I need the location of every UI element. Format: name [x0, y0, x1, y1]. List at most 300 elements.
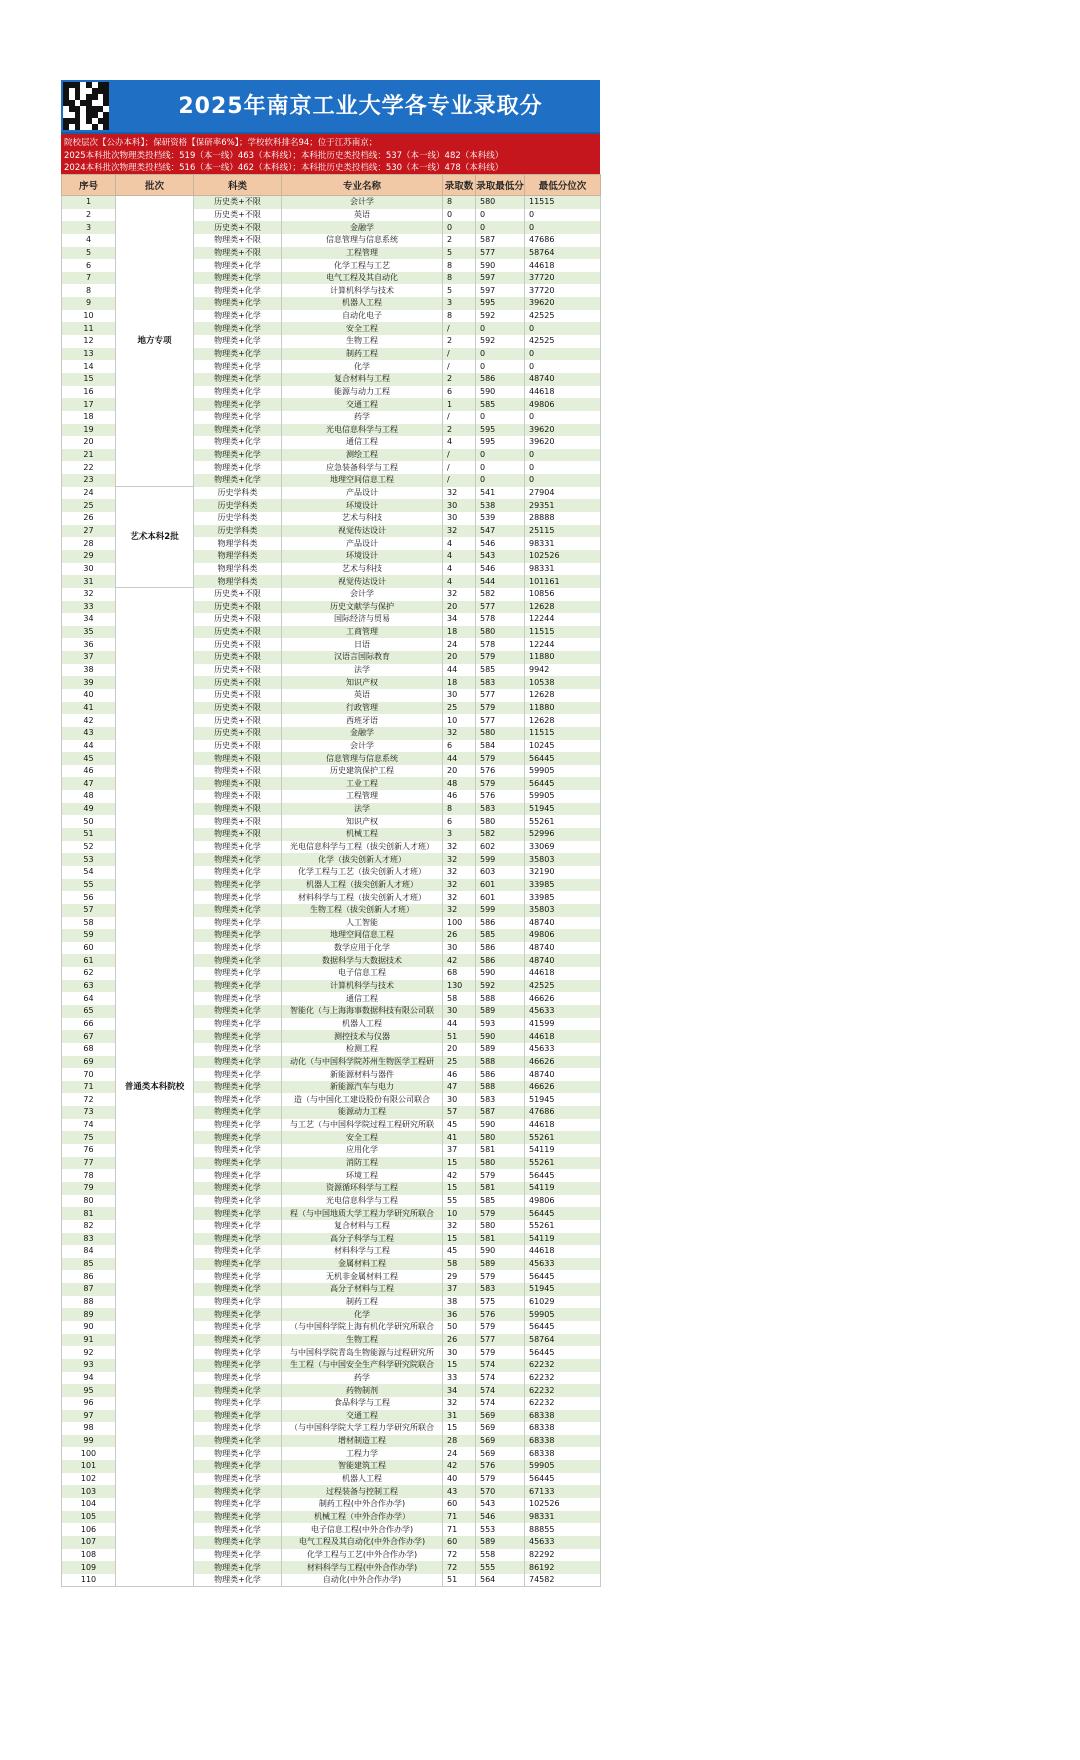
major-cell: 机械工程（中外合作办学）	[282, 1511, 443, 1524]
subject-cell: 物理类+化学	[194, 1081, 282, 1094]
min-rank-cell: 0	[525, 322, 601, 335]
min-rank-cell: 48740	[525, 1068, 601, 1081]
count-cell: 30	[443, 1093, 476, 1106]
major-cell: 机器人工程	[282, 1473, 443, 1486]
major-cell: 知识产权	[282, 676, 443, 689]
row-index: 95	[62, 1384, 116, 1397]
min-score-cell: 601	[476, 879, 525, 892]
min-rank-cell: 56445	[525, 1169, 601, 1182]
min-rank-cell: 11515	[525, 727, 601, 740]
subject-cell: 物理类+化学	[194, 1384, 282, 1397]
major-cell: 与中国科学院青岛生物能源与过程研究所	[282, 1346, 443, 1359]
row-index: 60	[62, 942, 116, 955]
major-cell: 安全工程	[282, 1131, 443, 1144]
row-index: 92	[62, 1346, 116, 1359]
min-rank-cell: 41599	[525, 1018, 601, 1031]
major-cell: 知识产权	[282, 815, 443, 828]
major-cell: 西班牙语	[282, 714, 443, 727]
count-cell: 8	[443, 803, 476, 816]
min-rank-cell: 44618	[525, 967, 601, 980]
major-cell: 通信工程	[282, 436, 443, 449]
min-rank-cell: 39620	[525, 424, 601, 437]
major-cell: 生物工程（拔尖创新人才班）	[282, 904, 443, 917]
min-score-cell: 584	[476, 740, 525, 753]
subject-cell: 物理学科类	[194, 563, 282, 576]
row-index: 16	[62, 386, 116, 399]
row-index: 79	[62, 1182, 116, 1195]
row-index: 55	[62, 879, 116, 892]
table-row	[62, 196, 601, 209]
min-score-cell: 579	[476, 777, 525, 790]
subject-cell: 历史学科类	[194, 525, 282, 538]
min-rank-cell: 47686	[525, 1106, 601, 1119]
min-rank-cell: 56445	[525, 1270, 601, 1283]
min-rank-cell: 56445	[525, 1346, 601, 1359]
count-cell: 71	[443, 1511, 476, 1524]
count-cell: 71	[443, 1523, 476, 1536]
row-index: 17	[62, 398, 116, 411]
min-rank-cell: 12244	[525, 613, 601, 626]
row-index: 86	[62, 1270, 116, 1283]
row-index: 51	[62, 828, 116, 841]
major-cell: 制药工程	[282, 348, 443, 361]
row-index: 21	[62, 449, 116, 462]
row-index: 90	[62, 1321, 116, 1334]
min-score-cell: 580	[476, 815, 525, 828]
min-score-cell: 569	[476, 1410, 525, 1423]
min-rank-cell: 59905	[525, 790, 601, 803]
row-index: 74	[62, 1119, 116, 1132]
subject-cell: 物理类+化学	[194, 879, 282, 892]
subject-cell: 物理学科类	[194, 537, 282, 550]
min-score-cell: 590	[476, 1119, 525, 1132]
major-cell: 材料科学与工程	[282, 1245, 443, 1258]
subject-cell: 物理类+化学	[194, 1283, 282, 1296]
info-panel	[61, 134, 600, 174]
min-rank-cell: 56445	[525, 1473, 601, 1486]
subject-cell: 历史类+不限	[194, 702, 282, 715]
subject-cell: 历史类+不限	[194, 651, 282, 664]
subject-cell: 历史类+不限	[194, 714, 282, 727]
major-cell: 制药工程(中外合作办学)	[282, 1498, 443, 1511]
major-cell: 动化（与中国科学院苏州生物医学工程研	[282, 1056, 443, 1069]
subject-cell: 物理类+化学	[194, 1359, 282, 1372]
count-cell: 4	[443, 537, 476, 550]
subject-cell: 物理类+化学	[194, 424, 282, 437]
count-cell: 46	[443, 1068, 476, 1081]
subject-cell: 物理类+化学	[194, 1321, 282, 1334]
major-cell: 工程管理	[282, 790, 443, 803]
min-rank-cell: 0	[525, 411, 601, 424]
row-index: 33	[62, 601, 116, 614]
major-cell: 信息管理与信息系统	[282, 752, 443, 765]
count-cell: 20	[443, 651, 476, 664]
count-cell: 24	[443, 1447, 476, 1460]
min-score-cell: 569	[476, 1447, 525, 1460]
count-cell: 100	[443, 917, 476, 930]
major-cell: 无机非金属材料工程	[282, 1270, 443, 1283]
row-index: 57	[62, 904, 116, 917]
count-cell: 32	[443, 879, 476, 892]
major-cell: 光电信息科学与工程（拔尖创新人才班）	[282, 841, 443, 854]
subject-cell: 物理类+化学	[194, 1258, 282, 1271]
subject-cell: 历史类+不限	[194, 638, 282, 651]
subject-cell: 历史类+不限	[194, 727, 282, 740]
count-cell: 15	[443, 1422, 476, 1435]
major-cell: 机器人工程（拔尖创新人才班）	[282, 879, 443, 892]
min-rank-cell: 55261	[525, 815, 601, 828]
row-index: 10	[62, 310, 116, 323]
row-index: 110	[62, 1574, 116, 1587]
count-cell: 15	[443, 1359, 476, 1372]
count-cell: 18	[443, 626, 476, 639]
min-rank-cell: 11880	[525, 702, 601, 715]
min-score-cell: 582	[476, 828, 525, 841]
count-cell: 1	[443, 398, 476, 411]
min-rank-cell: 28888	[525, 512, 601, 525]
count-cell: 68	[443, 967, 476, 980]
col-header-min-score: 录取最低分	[476, 175, 525, 196]
row-index: 82	[62, 1220, 116, 1233]
min-rank-cell: 62232	[525, 1359, 601, 1372]
major-cell: 工程力学	[282, 1447, 443, 1460]
col-header-major: 专业名称	[282, 175, 443, 196]
subject-cell: 物理类+化学	[194, 1220, 282, 1233]
row-index: 94	[62, 1372, 116, 1385]
count-cell: /	[443, 360, 476, 373]
major-cell: 地理空间信息工程	[282, 929, 443, 942]
min-rank-cell: 58764	[525, 247, 601, 260]
subject-cell: 物理类+不限	[194, 815, 282, 828]
col-header-count: 录取数	[443, 175, 476, 196]
count-cell: 0	[443, 209, 476, 222]
min-rank-cell: 0	[525, 449, 601, 462]
min-rank-cell: 61029	[525, 1296, 601, 1309]
min-rank-cell: 88855	[525, 1523, 601, 1536]
min-score-cell: 553	[476, 1523, 525, 1536]
major-cell: 电气工程及其自动化(中外合作办学)	[282, 1536, 443, 1549]
major-cell: 金属材料工程	[282, 1258, 443, 1271]
count-cell: 37	[443, 1283, 476, 1296]
min-score-cell: 590	[476, 1030, 525, 1043]
row-index: 42	[62, 714, 116, 727]
row-index: 108	[62, 1549, 116, 1562]
score-sheet	[61, 80, 600, 1587]
count-cell: 5	[443, 247, 476, 260]
min-score-cell: 599	[476, 853, 525, 866]
min-score-cell: 583	[476, 1283, 525, 1296]
major-cell: 化学工程与工艺（拔尖创新人才班）	[282, 866, 443, 879]
major-cell: 艺术与科技	[282, 563, 443, 576]
count-cell: 29	[443, 1270, 476, 1283]
row-index: 31	[62, 575, 116, 588]
count-cell: 51	[443, 1030, 476, 1043]
row-index: 19	[62, 424, 116, 437]
row-index: 53	[62, 853, 116, 866]
min-score-cell: 0	[476, 360, 525, 373]
major-cell: 工商管理	[282, 626, 443, 639]
major-cell: 视觉传达设计	[282, 575, 443, 588]
count-cell: 4	[443, 563, 476, 576]
subject-cell: 物理类+化学	[194, 1296, 282, 1309]
subject-cell: 历史类+不限	[194, 740, 282, 753]
row-index: 38	[62, 664, 116, 677]
row-index: 109	[62, 1561, 116, 1574]
row-index: 67	[62, 1030, 116, 1043]
row-index: 70	[62, 1068, 116, 1081]
subject-cell: 物理类+化学	[194, 1018, 282, 1031]
min-rank-cell: 49806	[525, 929, 601, 942]
subject-cell: 物理类+化学	[194, 461, 282, 474]
min-score-cell: 592	[476, 310, 525, 323]
min-score-cell: 577	[476, 714, 525, 727]
subject-cell: 物理类+化学	[194, 1030, 282, 1043]
min-rank-cell: 54119	[525, 1144, 601, 1157]
min-rank-cell: 0	[525, 360, 601, 373]
major-cell: 食品科学与工程	[282, 1397, 443, 1410]
subject-cell: 物理类+化学	[194, 1549, 282, 1562]
count-cell: 31	[443, 1410, 476, 1423]
min-rank-cell: 68338	[525, 1435, 601, 1448]
table-row	[62, 588, 601, 601]
min-score-cell: 586	[476, 373, 525, 386]
min-score-cell: 590	[476, 386, 525, 399]
min-score-cell: 0	[476, 474, 525, 487]
subject-cell: 物理类+化学	[194, 474, 282, 487]
major-cell: 生物工程	[282, 335, 443, 348]
count-cell: 4	[443, 575, 476, 588]
score-table	[61, 174, 601, 1587]
count-cell: 2	[443, 234, 476, 247]
min-rank-cell: 44618	[525, 1030, 601, 1043]
min-score-cell: 564	[476, 1574, 525, 1587]
min-score-cell: 602	[476, 841, 525, 854]
major-cell: 电子信息工程	[282, 967, 443, 980]
count-cell: 44	[443, 1018, 476, 1031]
major-cell: 化学	[282, 360, 443, 373]
row-index: 9	[62, 297, 116, 310]
count-cell: 26	[443, 929, 476, 942]
subject-cell: 物理类+化学	[194, 1195, 282, 1208]
major-cell: 药学	[282, 411, 443, 424]
min-rank-cell: 29351	[525, 499, 601, 512]
min-score-cell: 603	[476, 866, 525, 879]
min-rank-cell: 55261	[525, 1220, 601, 1233]
min-score-cell: 588	[476, 1056, 525, 1069]
major-cell: 机器人工程	[282, 297, 443, 310]
major-cell: 光电信息科学与工程	[282, 424, 443, 437]
subject-cell: 物理类+化学	[194, 1068, 282, 1081]
major-cell: 增材制造工程	[282, 1435, 443, 1448]
major-cell: 日语	[282, 638, 443, 651]
major-cell: 环境工程	[282, 1169, 443, 1182]
major-cell: 消防工程	[282, 1157, 443, 1170]
row-index: 24	[62, 487, 116, 500]
min-rank-cell: 46626	[525, 1081, 601, 1094]
min-rank-cell: 44618	[525, 386, 601, 399]
major-cell: 工程管理	[282, 247, 443, 260]
count-cell: 6	[443, 815, 476, 828]
count-cell: /	[443, 461, 476, 474]
row-index: 44	[62, 740, 116, 753]
subject-cell: 物理类+化学	[194, 1346, 282, 1359]
subject-cell: 物理类+化学	[194, 1005, 282, 1018]
count-cell: 32	[443, 866, 476, 879]
count-cell: 58	[443, 992, 476, 1005]
min-rank-cell: 86192	[525, 1561, 601, 1574]
min-rank-cell: 9942	[525, 664, 601, 677]
subject-cell: 物理类+化学	[194, 1119, 282, 1132]
major-cell: 材料科学与工程(中外合作办学)	[282, 1561, 443, 1574]
min-rank-cell: 59905	[525, 1308, 601, 1321]
subject-cell: 历史类+不限	[194, 689, 282, 702]
min-score-cell: 595	[476, 297, 525, 310]
count-cell: 58	[443, 1258, 476, 1271]
min-rank-cell: 56445	[525, 1321, 601, 1334]
subject-cell: 物理类+化学	[194, 1372, 282, 1385]
min-rank-cell: 51945	[525, 1283, 601, 1296]
subject-cell: 历史类+不限	[194, 196, 282, 209]
subject-cell: 物理类+化学	[194, 1422, 282, 1435]
min-rank-cell: 35803	[525, 853, 601, 866]
count-cell: 55	[443, 1195, 476, 1208]
min-rank-cell: 10245	[525, 740, 601, 753]
min-rank-cell: 51945	[525, 803, 601, 816]
info-line: 院校层次【公办本科】；保研资格【保研率6%】；学校软科排名94；位于江苏南京；	[64, 138, 378, 148]
min-rank-cell: 68338	[525, 1447, 601, 1460]
major-cell: 应用化学	[282, 1144, 443, 1157]
subject-cell: 物理类+化学	[194, 449, 282, 462]
min-rank-cell: 45633	[525, 1043, 601, 1056]
subject-cell: 历史类+不限	[194, 601, 282, 614]
min-rank-cell: 10538	[525, 676, 601, 689]
row-index: 84	[62, 1245, 116, 1258]
min-rank-cell: 45633	[525, 1258, 601, 1271]
count-cell: 8	[443, 196, 476, 209]
subject-cell: 物理类+化学	[194, 1182, 282, 1195]
min-rank-cell: 51945	[525, 1093, 601, 1106]
min-rank-cell: 59905	[525, 765, 601, 778]
subject-cell: 物理类+化学	[194, 1473, 282, 1486]
count-cell: 26	[443, 1334, 476, 1347]
min-score-cell: 0	[476, 411, 525, 424]
count-cell: /	[443, 449, 476, 462]
count-cell: 34	[443, 613, 476, 626]
count-cell: 8	[443, 259, 476, 272]
major-cell: 复合材料与工程	[282, 373, 443, 386]
row-index: 20	[62, 436, 116, 449]
row-index: 64	[62, 992, 116, 1005]
major-cell: 历史建筑保护工程	[282, 765, 443, 778]
major-cell: 能源动力工程	[282, 1106, 443, 1119]
min-score-cell: 582	[476, 588, 525, 601]
min-rank-cell: 62232	[525, 1384, 601, 1397]
row-index: 25	[62, 499, 116, 512]
min-score-cell: 0	[476, 449, 525, 462]
subject-cell: 物理类+化学	[194, 1523, 282, 1536]
min-score-cell: 576	[476, 765, 525, 778]
min-rank-cell: 55261	[525, 1157, 601, 1170]
min-rank-cell: 45633	[525, 1005, 601, 1018]
row-index: 22	[62, 461, 116, 474]
subject-cell: 物理类+化学	[194, 1207, 282, 1220]
subject-cell: 物理类+化学	[194, 992, 282, 1005]
page-title: 2025年南京工业大学各专业录取分	[178, 94, 543, 119]
row-index: 47	[62, 777, 116, 790]
major-cell: 检测工程	[282, 1043, 443, 1056]
count-cell: 0	[443, 221, 476, 234]
major-cell: 工业工程	[282, 777, 443, 790]
count-cell: 32	[443, 727, 476, 740]
min-rank-cell: 37720	[525, 284, 601, 297]
row-index: 37	[62, 651, 116, 664]
min-rank-cell: 0	[525, 474, 601, 487]
min-rank-cell: 0	[525, 209, 601, 222]
major-cell: 法学	[282, 664, 443, 677]
major-cell: （与中国科学院上海有机化学研究所联合	[282, 1321, 443, 1334]
subject-cell: 物理类+化学	[194, 1561, 282, 1574]
major-cell: 环境设计	[282, 550, 443, 563]
count-cell: 32	[443, 588, 476, 601]
col-header-subject: 科类	[194, 175, 282, 196]
min-rank-cell: 82292	[525, 1549, 601, 1562]
subject-cell: 物理类+化学	[194, 866, 282, 879]
subject-cell: 物理类+不限	[194, 234, 282, 247]
min-score-cell: 588	[476, 1081, 525, 1094]
count-cell: 130	[443, 980, 476, 993]
batch-cell: 艺术本科2批	[116, 487, 194, 588]
count-cell: 36	[443, 1308, 476, 1321]
row-index: 3	[62, 221, 116, 234]
count-cell: 2	[443, 373, 476, 386]
row-index: 62	[62, 967, 116, 980]
min-rank-cell: 33985	[525, 891, 601, 904]
major-cell: 通信工程	[282, 992, 443, 1005]
row-index: 105	[62, 1511, 116, 1524]
min-score-cell: 546	[476, 563, 525, 576]
count-cell: 32	[443, 1220, 476, 1233]
row-index: 48	[62, 790, 116, 803]
min-score-cell: 587	[476, 234, 525, 247]
min-rank-cell: 48740	[525, 942, 601, 955]
min-score-cell: 576	[476, 790, 525, 803]
row-index: 35	[62, 626, 116, 639]
count-cell: 30	[443, 499, 476, 512]
major-cell: 智能建筑工程	[282, 1460, 443, 1473]
count-cell: 37	[443, 1144, 476, 1157]
row-index: 28	[62, 537, 116, 550]
row-index: 58	[62, 917, 116, 930]
count-cell: 3	[443, 297, 476, 310]
min-score-cell: 0	[476, 209, 525, 222]
count-cell: 15	[443, 1233, 476, 1246]
min-rank-cell: 33985	[525, 879, 601, 892]
row-index: 13	[62, 348, 116, 361]
row-index: 32	[62, 588, 116, 601]
info-line: 2024本科批次物理类投档线：516（本一线）462（本科线）；本科批历史类投档线：530（本一线）478（本科线）	[64, 163, 504, 173]
subject-cell: 物理类+化学	[194, 1536, 282, 1549]
min-rank-cell: 42525	[525, 310, 601, 323]
min-score-cell: 592	[476, 335, 525, 348]
major-cell: 应急装备科学与工程	[282, 461, 443, 474]
min-score-cell: 580	[476, 1157, 525, 1170]
min-rank-cell: 102526	[525, 1498, 601, 1511]
count-cell: 47	[443, 1081, 476, 1094]
count-cell: 8	[443, 272, 476, 285]
row-index: 39	[62, 676, 116, 689]
major-cell: 化学工程与工艺	[282, 259, 443, 272]
min-score-cell: 588	[476, 992, 525, 1005]
